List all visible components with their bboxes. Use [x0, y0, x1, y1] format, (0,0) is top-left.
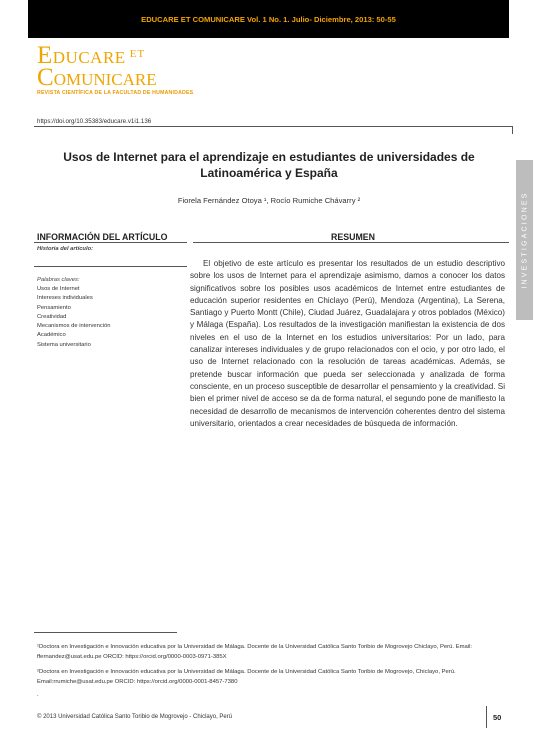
logo-subtitle: REVISTA CIENTÍFICA DE LA FACULTAD DE HUMANIDADES: [37, 90, 194, 96]
journal-logo: [37, 43, 193, 96]
divider: [512, 126, 513, 134]
logo-text-omunicare: OMUNICARE: [53, 70, 157, 89]
article-title: Usos de Internet para el aprendizaje en estudiantes de universidades de Latinoamérica y España: [63, 150, 475, 180]
divider: [486, 706, 487, 728]
keywords-label: Palabras claves:: [37, 277, 80, 283]
keywords-list: [37, 285, 187, 350]
keyword-item: Intereses individuales: [37, 295, 93, 302]
stray-mark: .: [37, 692, 39, 698]
section-side-tab-label: INVESTIGACIONES: [521, 191, 528, 289]
keyword-item: Usos de Internet: [37, 286, 80, 292]
section-side-tab: [516, 160, 533, 320]
page-number: 50: [493, 713, 502, 722]
divider: [34, 242, 187, 243]
footnote-divider: [34, 632, 177, 633]
footnote-1: ¹Doctora en Investigación e Innovación educativa por la Universidad de Málaga. Docente de la Universidad Católica Santo Toribio de Mogrovejo Chiclayo, Perú. Email: ffernandez@usat.edu.pe ORCID: https://orcid.org/0000-0003-0971-385X: [37, 644, 473, 660]
divider: [193, 242, 509, 243]
copyright-footer: © 2013 Universidad Católica Santo Toribio de Mogrovejo - Chiclayo, Perú: [37, 714, 233, 720]
journal-header-text: EDUCARE ET COMUNICARE Vol. 1 No. 1. Julio- Diciembre, 2013: 50-55: [141, 14, 396, 24]
footnote-2: ²Doctora en Investigación e Innovación educativa por la Universidad de Málaga. Docente de la Universidad Católica Santo Toribio de Mogrovejo, Chiclayo, Perú. Email:rrumiche@usat.edu.pe ORCID: https://orcid.org/0000-0001-8457-7380: [37, 669, 456, 685]
history-label: Historia del artículo:: [37, 246, 94, 252]
logo-line-comunicare: [37, 65, 193, 90]
divider: [34, 266, 187, 267]
keyword-item: Pensamiento: [37, 304, 71, 311]
journal-header-bar: [28, 0, 509, 38]
doi-link[interactable]: https://doi.org/10.35383/educare.v1i1.136: [37, 118, 152, 125]
logo-cap-e: E: [37, 42, 53, 69]
article-authors: Fiorela Fernández Otoya ¹, Rocío Rumiche Chávarry ²: [177, 196, 361, 205]
logo-text-et: ET: [129, 48, 146, 60]
divider: [34, 126, 512, 127]
article-info-heading: INFORMACIÓN DEL ARTÍCULO: [37, 232, 168, 242]
logo-cap-c: C: [37, 64, 54, 91]
keyword-item: Creatividad: [37, 313, 67, 320]
keyword-item: Sistema universitario: [37, 341, 91, 348]
keyword-item: Académico: [37, 332, 66, 339]
abstract-text: El objetivo de este artículo es presentar los resultados de un estudio descriptivo sobre los usos de Internet para el aprendizaje asimismo, damos a conocer los datos significativos sobre los posibles usos académicos de Internet entre estudiantes de educación superior residentes en Chiclayo (Perú), Mendoza (Argentina), La Serena, Santiago y Puerto Montt (Chile), Ciudad Juárez, Guadalajara y otros poblados (México) y Málaga (España). Los resultados de la investigación manifiestan la existencia de dos niveles en el uso de la Internet en los estudios universitarios: Por un lado, para canalizar intereses individuales y de grupo relacionados con el ocio, y por otro lado, el uso de Internet relacionado con la resolución de tareas académicas. Además, se pretende buscar información que pueda ser seleccionada y analizada de forma consciente, en un proceso susceptible de desarrollar el pensamiento y la creatividad. Si bien el primer nivel de acceso se da de forma natural, el segundo pone de manifiesto la necesidad de desarrollo de mecanismos de intervención coherentes dentro del sistema universitario, orientados a crear necesidades de búsqueda de información.: [190, 259, 505, 428]
keyword-item: Mecanismos de intervención: [37, 323, 111, 330]
abstract-heading: RESUMEN: [331, 232, 375, 242]
logo-text-ducare: DUCARE: [52, 48, 126, 67]
